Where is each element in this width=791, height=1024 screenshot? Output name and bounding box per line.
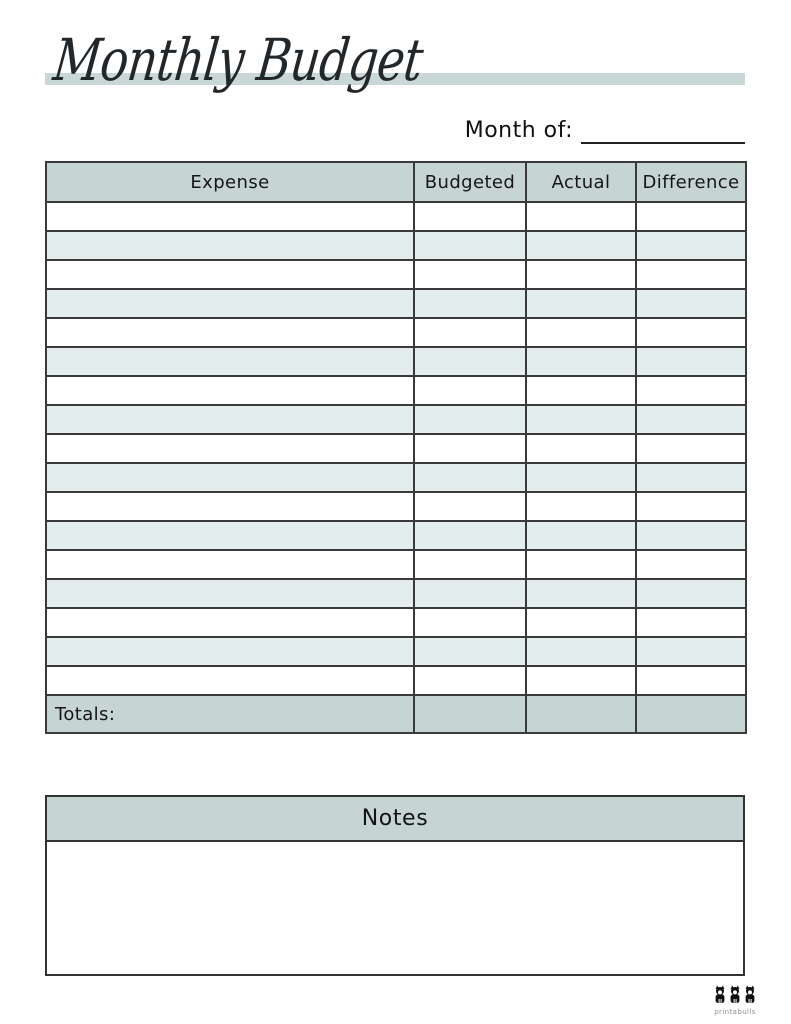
- totals-label: Totals:: [46, 695, 414, 733]
- cell-budgeted[interactable]: [414, 434, 526, 463]
- cell-expense[interactable]: [46, 637, 414, 666]
- cell-expense[interactable]: [46, 579, 414, 608]
- cell-budgeted[interactable]: [414, 521, 526, 550]
- cell-actual[interactable]: [526, 637, 636, 666]
- cell-expense[interactable]: [46, 289, 414, 318]
- brand-name: printabulls: [714, 1008, 756, 1016]
- cell-expense[interactable]: [46, 231, 414, 260]
- cell-budgeted[interactable]: [414, 289, 526, 318]
- three-bulldogs-icon: [713, 985, 757, 1007]
- cell-expense[interactable]: [46, 521, 414, 550]
- cell-actual[interactable]: [526, 231, 636, 260]
- month-of-label: Month of:: [464, 118, 573, 143]
- cell-budgeted[interactable]: [414, 579, 526, 608]
- budget-table-header: [46, 162, 746, 202]
- totals-budgeted-cell[interactable]: [414, 695, 526, 733]
- budget-table-body: [46, 202, 746, 695]
- cell-actual[interactable]: [526, 318, 636, 347]
- cell-budgeted[interactable]: [414, 202, 526, 231]
- cell-actual[interactable]: [526, 202, 636, 231]
- totals-difference-cell[interactable]: [636, 695, 746, 733]
- cell-budgeted[interactable]: [414, 463, 526, 492]
- cell-budgeted[interactable]: [414, 608, 526, 637]
- cell-difference[interactable]: [636, 318, 746, 347]
- cell-difference[interactable]: [636, 434, 746, 463]
- table-row: [46, 521, 746, 550]
- table-row: [46, 202, 746, 231]
- cell-actual[interactable]: [526, 347, 636, 376]
- table-row: [46, 260, 746, 289]
- table-row: [46, 637, 746, 666]
- table-row: [46, 463, 746, 492]
- cell-difference[interactable]: [636, 521, 746, 550]
- table-row: [46, 405, 746, 434]
- cell-difference[interactable]: [636, 260, 746, 289]
- table-row: [46, 347, 746, 376]
- page-title: Monthly Budget: [50, 26, 426, 94]
- cell-budgeted[interactable]: [414, 550, 526, 579]
- month-of-row: [465, 118, 745, 144]
- cell-actual[interactable]: [526, 579, 636, 608]
- notes-content-area[interactable]: [47, 842, 743, 974]
- header-expense: Expense: [46, 162, 414, 202]
- cell-difference[interactable]: [636, 666, 746, 695]
- cell-difference[interactable]: [636, 550, 746, 579]
- cell-difference[interactable]: [636, 637, 746, 666]
- cell-difference[interactable]: [636, 289, 746, 318]
- cell-expense[interactable]: [46, 608, 414, 637]
- cell-expense[interactable]: [46, 434, 414, 463]
- notes-title: Notes: [47, 797, 743, 842]
- cell-budgeted[interactable]: [414, 318, 526, 347]
- header-actual: Actual: [526, 162, 636, 202]
- cell-actual[interactable]: [526, 492, 636, 521]
- budget-table-totals: [46, 695, 746, 733]
- cell-expense[interactable]: [46, 202, 414, 231]
- table-row: [46, 434, 746, 463]
- header-budgeted: Budgeted: [414, 162, 526, 202]
- cell-difference[interactable]: [636, 347, 746, 376]
- table-row: [46, 550, 746, 579]
- cell-difference[interactable]: [636, 231, 746, 260]
- cell-actual[interactable]: [526, 434, 636, 463]
- cell-actual[interactable]: [526, 376, 636, 405]
- header-difference: Difference: [636, 162, 746, 202]
- cell-budgeted[interactable]: [414, 260, 526, 289]
- cell-actual[interactable]: [526, 550, 636, 579]
- cell-expense[interactable]: [46, 405, 414, 434]
- cell-expense[interactable]: [46, 492, 414, 521]
- cell-difference[interactable]: [636, 579, 746, 608]
- cell-actual[interactable]: [526, 289, 636, 318]
- cell-budgeted[interactable]: [414, 666, 526, 695]
- cell-difference[interactable]: [636, 492, 746, 521]
- cell-difference[interactable]: [636, 608, 746, 637]
- cell-difference[interactable]: [636, 405, 746, 434]
- table-row: [46, 231, 746, 260]
- budget-table: [45, 161, 747, 734]
- cell-expense[interactable]: [46, 550, 414, 579]
- table-row: [46, 608, 746, 637]
- cell-budgeted[interactable]: [414, 231, 526, 260]
- brand-logo: [705, 985, 765, 1016]
- cell-budgeted[interactable]: [414, 637, 526, 666]
- cell-actual[interactable]: [526, 521, 636, 550]
- cell-expense[interactable]: [46, 376, 414, 405]
- cell-budgeted[interactable]: [414, 405, 526, 434]
- cell-expense[interactable]: [46, 347, 414, 376]
- cell-expense[interactable]: [46, 463, 414, 492]
- totals-actual-cell[interactable]: [526, 695, 636, 733]
- cell-actual[interactable]: [526, 405, 636, 434]
- notes-section: [45, 795, 745, 976]
- cell-difference[interactable]: [636, 202, 746, 231]
- header-row: [46, 162, 746, 202]
- totals-row: [46, 695, 746, 733]
- table-row: [46, 492, 746, 521]
- cell-actual[interactable]: [526, 608, 636, 637]
- cell-difference[interactable]: [636, 376, 746, 405]
- cell-actual[interactable]: [526, 260, 636, 289]
- table-row: [46, 289, 746, 318]
- cell-budgeted[interactable]: [414, 376, 526, 405]
- month-of-blank-field[interactable]: [581, 120, 745, 144]
- cell-expense[interactable]: [46, 260, 414, 289]
- table-row: [46, 376, 746, 405]
- cell-actual[interactable]: [526, 666, 636, 695]
- cell-budgeted[interactable]: [414, 492, 526, 521]
- table-row: [46, 579, 746, 608]
- cell-actual[interactable]: [526, 463, 636, 492]
- cell-budgeted[interactable]: [414, 347, 526, 376]
- table-row: [46, 318, 746, 347]
- table-row: [46, 666, 746, 695]
- cell-difference[interactable]: [636, 463, 746, 492]
- cell-expense[interactable]: [46, 666, 414, 695]
- cell-expense[interactable]: [46, 318, 414, 347]
